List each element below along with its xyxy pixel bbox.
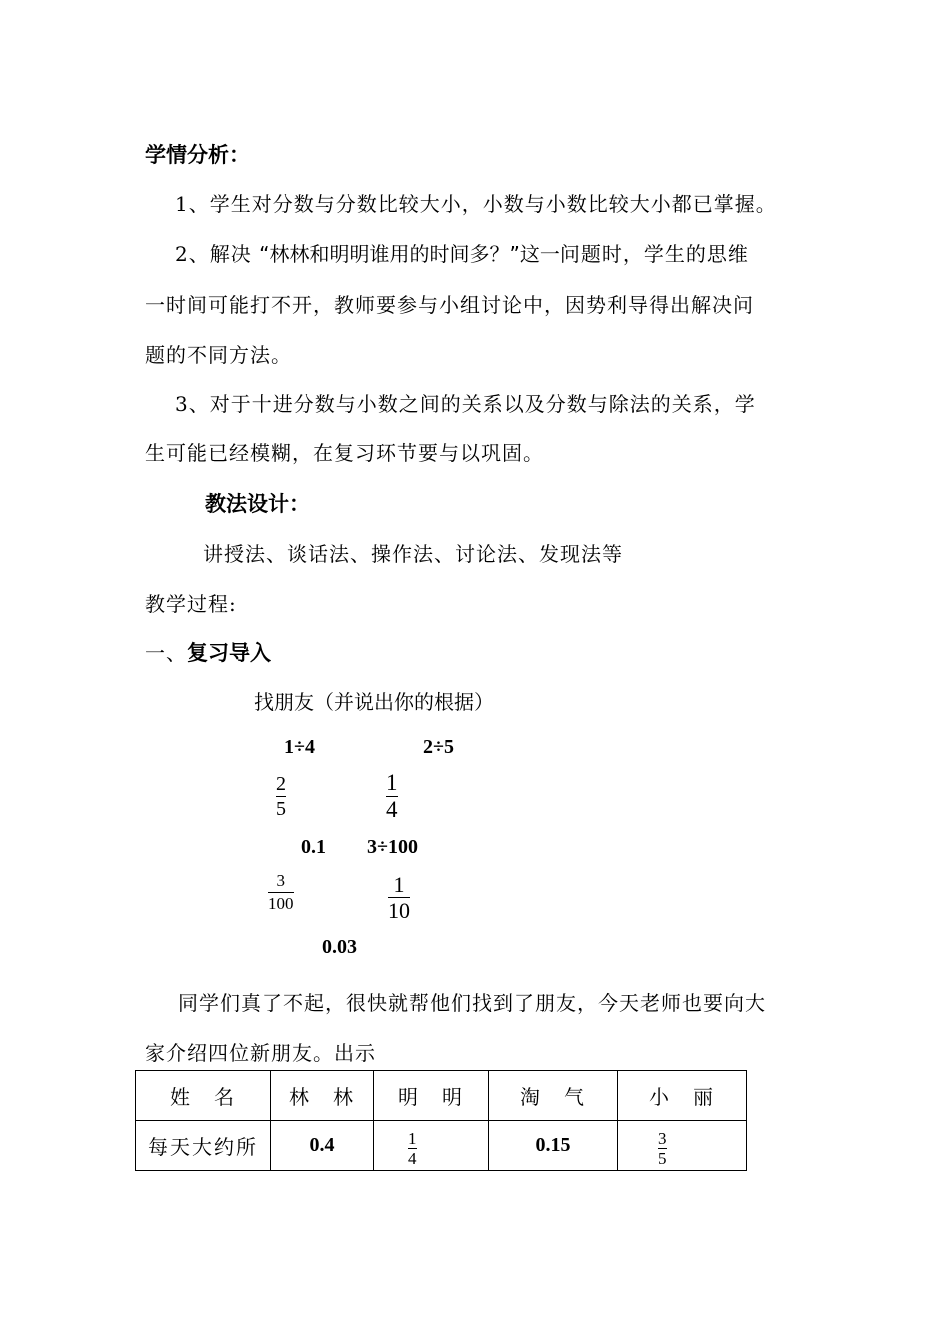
row-label: 每天大约所 <box>136 1121 271 1171</box>
fraction-3-5 <box>658 1130 667 1167</box>
fraction-numerator: 1 <box>386 770 398 795</box>
analysis-item-2-prefix: 2、解决 <box>175 242 252 266</box>
fraction-numerator: 2 <box>276 773 286 795</box>
fraction-3-100 <box>268 872 294 913</box>
section-1-title: 复习导入 <box>187 641 271 665</box>
method-list: 讲授法、谈话法、操作法、讨论法、发现法等 <box>203 542 623 566</box>
learning-analysis-heading: 学情分析： <box>145 143 250 167</box>
fraction-denominator: 100 <box>268 894 294 913</box>
analysis-item-2-line-3: 题的不同方法。 <box>145 343 292 367</box>
fraction-numerator: 3 <box>658 1128 667 1148</box>
decimal-0-03: 0.03 <box>322 936 357 958</box>
fraction-denominator: 5 <box>276 798 286 820</box>
header-linlin: 林 林 <box>271 1071 374 1121</box>
expr-3-div-100: 3÷100 <box>367 836 418 858</box>
intro-line-2: 家介绍四位新朋友。出示 <box>145 1041 376 1065</box>
find-friends-title: 找朋友（并说出你的根据） <box>254 690 494 714</box>
header-mingming: 明 明 <box>374 1071 489 1121</box>
analysis-item-2-line-1 <box>175 238 749 267</box>
header-name: 姓 名 <box>136 1071 271 1121</box>
fraction-denominator: 4 <box>386 797 398 822</box>
fraction-2-5 <box>276 774 286 819</box>
fraction-denominator: 5 <box>658 1148 667 1168</box>
table-row <box>136 1121 747 1171</box>
fraction-1-4 <box>386 772 398 821</box>
section-1-heading <box>145 637 271 667</box>
value-mingming <box>374 1121 489 1171</box>
fraction-denominator: 10 <box>388 898 410 923</box>
section-1-number: 一、 <box>145 641 187 665</box>
analysis-item-3-line-1: 3、对于十进分数与小数之间的关系以及分数与除法的关系，学 <box>175 392 756 416</box>
value-linlin: 0.4 <box>271 1121 374 1171</box>
teaching-process-heading: 教学过程: <box>145 592 237 616</box>
fraction-bar <box>268 892 294 893</box>
decimal-0-1: 0.1 <box>301 836 326 858</box>
analysis-item-2-rest: 问题时，学生的思维 <box>559 242 749 266</box>
fraction-numerator: 1 <box>393 872 405 897</box>
fraction-numerator: 1 <box>408 1128 417 1148</box>
analysis-item-2-line-2: 一时间可能打不开，教师要参与小组讨论中，因势利导得出解决问 <box>145 293 754 317</box>
header-xiaoli: 小 丽 <box>618 1071 747 1121</box>
table-header-row <box>136 1071 747 1121</box>
method-design-heading: 教法设计： <box>205 492 310 516</box>
fraction-1-10 <box>388 874 410 921</box>
intro-line-1: 同学们真了不起，很快就帮他们找到了朋友，今天老师也要向大 <box>178 991 766 1015</box>
friends-time-table <box>135 1070 747 1171</box>
header-taoqi: 淘 气 <box>489 1071 618 1121</box>
fraction-1-4 <box>408 1130 417 1167</box>
fraction-numerator: 3 <box>276 871 285 890</box>
value-xiaoli <box>618 1121 747 1171</box>
expr-1-div-4: 1÷4 <box>284 736 315 758</box>
analysis-item-2-quote: “林林和明明谁用的时间多？”这一 <box>259 242 560 266</box>
fraction-denominator: 4 <box>408 1148 417 1168</box>
value-taoqi: 0.15 <box>489 1121 618 1171</box>
analysis-item-1: 1、学生对分数与分数比较大小，小数与小数比较大小都已掌握。 <box>175 192 777 216</box>
analysis-item-3-line-2: 生可能已经模糊，在复习环节要与以巩固。 <box>145 441 544 465</box>
expr-2-div-5: 2÷5 <box>423 736 454 758</box>
fraction-bar <box>276 796 286 797</box>
